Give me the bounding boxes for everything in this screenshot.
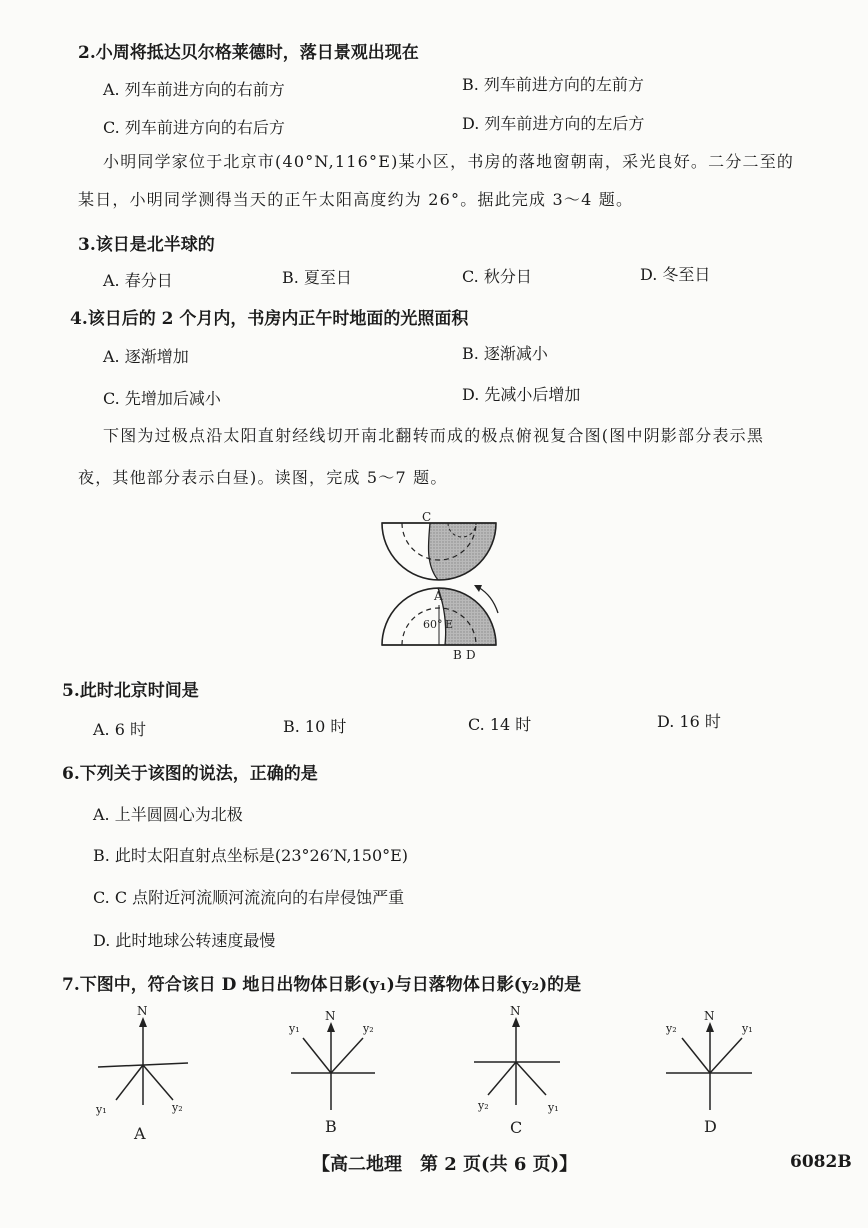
intro-5-7-line1: 下图为过极点沿太阳直射经线切开南北翻转而成的极点俯视复合图(图中阴影部分表示黑 [103, 426, 765, 445]
diagram-b-north: N [325, 1010, 336, 1023]
q2-option-d: D. 列车前进方向的左后方 [462, 114, 645, 133]
figure-angle-label: 60° [423, 618, 443, 631]
shadow-diagram-b [285, 1010, 385, 1140]
figure-label-c: C [422, 510, 432, 524]
q5-option-a: A. 6 时 [93, 720, 146, 739]
intro-3-4-line1: 小明同学家位于北京市(40°N,116°E)某小区，书房的落地窗朝南，采光良好。二分二至的 [103, 152, 795, 171]
q2-option-c: C. 列车前进方向的右后方 [103, 118, 285, 137]
q4-option-d: D. 先减小后增加 [462, 385, 581, 404]
intro-3-4-line2: 某日，小明同学测得当天的正午太阳高度约为 26°。据此完成 3～4 题。 [78, 190, 634, 209]
q5-option-b: B. 10 时 [283, 717, 347, 736]
upper-semicircle [382, 523, 496, 580]
q3-stem: 3.该日是北半球的 [78, 235, 215, 255]
diagram-a-north: N [137, 1005, 148, 1018]
diagram-d-label: D [704, 1117, 717, 1136]
diagram-a-y2: y₂ [172, 1101, 183, 1114]
q3-option-a: A. 春分日 [103, 271, 173, 290]
diagram-c-label: C [510, 1118, 523, 1137]
q6-option-a: A. 上半圆圆心为北极 [93, 805, 243, 824]
q2-option-a: A. 列车前进方向的右前方 [103, 80, 285, 99]
q4-option-c: C. 先增加后减小 [103, 389, 221, 408]
figure-label-b: B [453, 648, 462, 662]
paper-code: 6082B [790, 1152, 852, 1172]
polar-composite-figure [370, 505, 530, 665]
intro-5-7-line2: 夜，其他部分表示白昼)。读图，完成 5～7 题。 [78, 468, 448, 487]
q2-stem: 2.小周将抵达贝尔格莱德时，落日景观出现在 [78, 43, 419, 63]
q4-stem: 4.该日后的 2 个月内，书房内正午时地面的光照面积 [70, 309, 469, 329]
diagram-b-y2: y₂ [363, 1022, 374, 1035]
lower-night-shade [438, 588, 496, 645]
shadow-diagram-c [468, 1005, 568, 1140]
q4-option-a: A. 逐渐增加 [103, 347, 189, 366]
page-footer: 【高二地理 第 2 页(共 6 页)】 [312, 1154, 578, 1175]
diagram-c-y1: y₁ [548, 1101, 559, 1114]
figure-label-e: E [445, 618, 454, 631]
figure-label-a: A [434, 589, 443, 603]
q6-option-b: B. 此时太阳直射点坐标是(23°26′N,150°E) [93, 846, 409, 865]
q6-option-d: D. 此时地球公转速度最慢 [93, 931, 276, 950]
diagram-b-label: B [325, 1117, 337, 1136]
q3-option-b: B. 夏至日 [282, 268, 352, 287]
shadow-diagram-d [660, 1010, 760, 1140]
diagram-c-y2: y₂ [478, 1099, 489, 1112]
q3-option-c: C. 秋分日 [462, 267, 532, 286]
diagram-d-north: N [704, 1010, 715, 1023]
q4-option-b: B. 逐渐减小 [462, 344, 548, 363]
diagram-b-y1: y₁ [289, 1022, 300, 1035]
q5-stem: 5.此时北京时间是 [62, 681, 199, 701]
diagram-a-y1: y₁ [96, 1103, 107, 1116]
shadow-diagram-a [88, 1005, 198, 1145]
diagram-c-north: N [510, 1005, 521, 1018]
q6-option-c: C. C 点附近河流顺河流流向的右岸侵蚀严重 [93, 888, 405, 907]
q2-option-b: B. 列车前进方向的左前方 [462, 75, 644, 94]
q5-option-c: C. 14 时 [468, 715, 532, 734]
q6-stem: 6.下列关于该图的说法，正确的是 [62, 764, 318, 784]
diagram-a-label: A [134, 1124, 146, 1143]
q7-stem: 7.下图中，符合该日 D 地日出物体日影(y₁)与日落物体日影(y₂)的是 [62, 975, 582, 995]
figure-label-d: D [466, 648, 476, 662]
diagram-d-y2: y₂ [666, 1022, 677, 1035]
diagram-d-y1: y₁ [742, 1022, 753, 1035]
q5-option-d: D. 16 时 [657, 712, 721, 731]
q3-option-d: D. 冬至日 [640, 265, 711, 284]
